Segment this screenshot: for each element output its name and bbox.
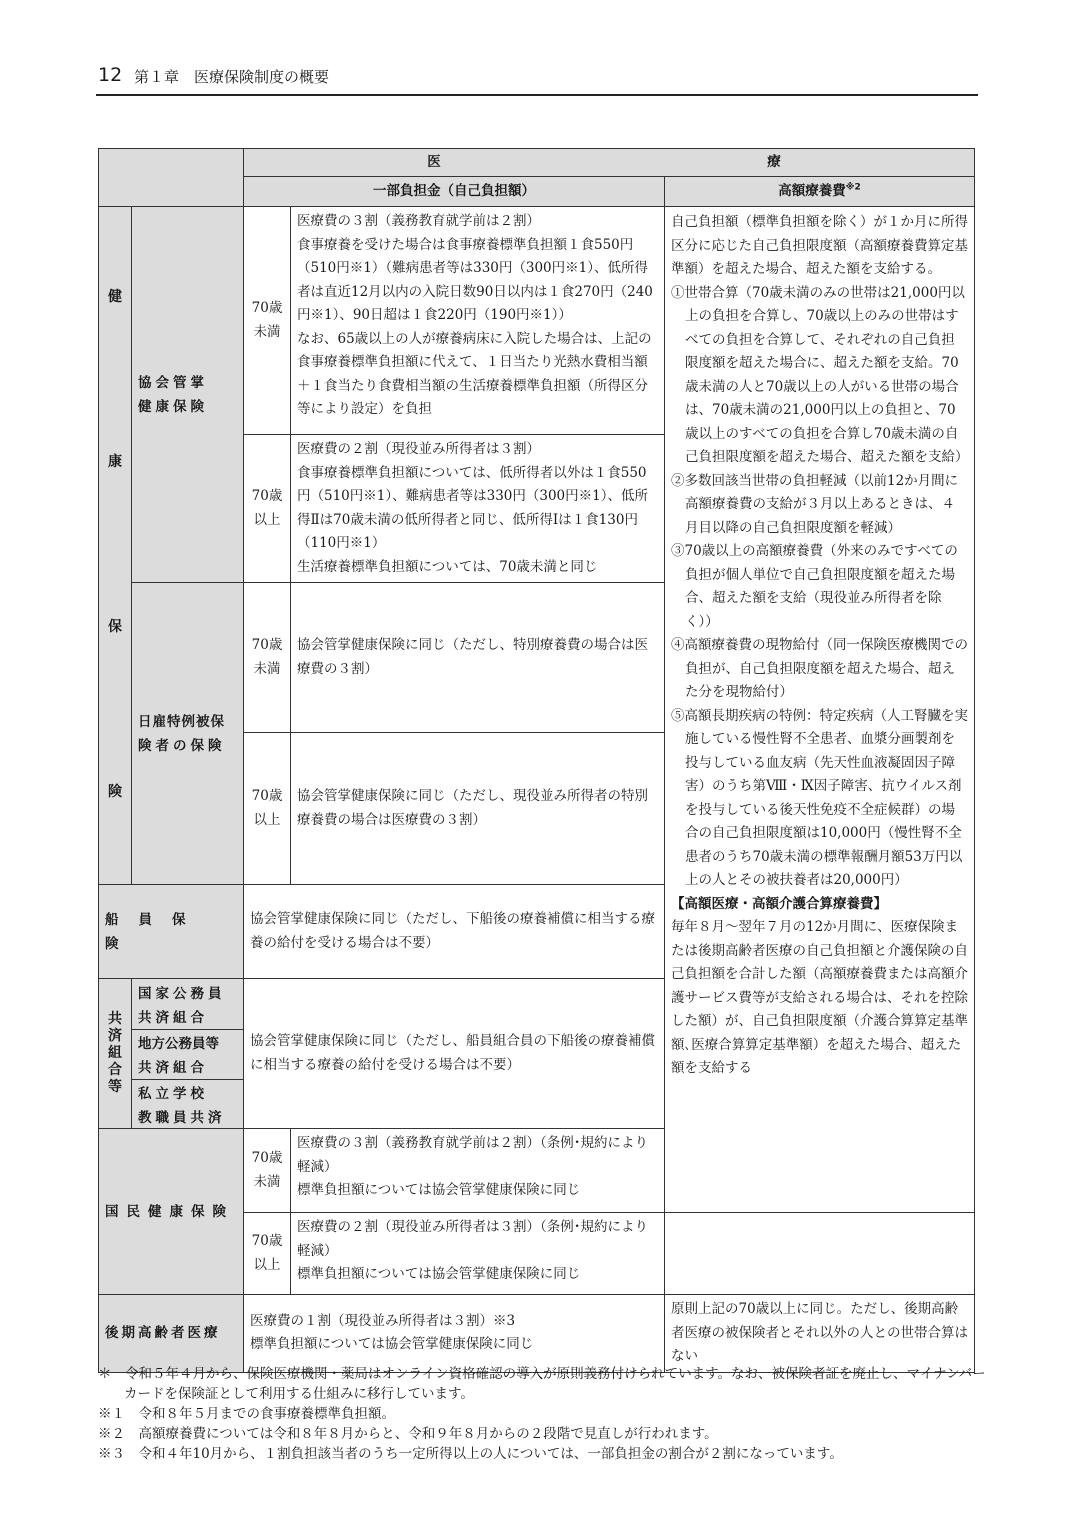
high-cost-main: 自己負担額（標準負担額を除く）が１か月に所得区分に応じた自己負担限度額（高額療養費算定基準額）を超えた場合、超えた額を支給する。 ①世帯合算（70歳未満のみの世帯は21,000円以上の負担を合算し、70歳以上のみの世帯はすべての負担を合算して、それぞれの自己負担限度額を超えた場合に、超えた額を支給。70歳未満の人と70歳以上の人がいる世帯の場合は、70歳未満の21,000円以上の負担と、70歳以上のすべての負担を合算し70歳未満の自己負担限度額を超えた場合、超えた額を支給） ②多数回該当世帯の負担軽減（以前12か月間に高額療養費の支給が３月以上あるときは、４月目以降の自己負担限度額を軽減） ③70歳以上の高額療養費（外来のみですべての負担が個人単位で自己負担限度額を超えた場合、超えた額を支給（現役並み所得者を除く）） ④高額療養費の現物給付（同一保険医療機関での負担が、自己負担限度額を超えた場合、超えた分を現物給付） ⑤高額長期疾病の特例：特定疾病（人工腎臓を実施している慢性腎不全患者、血漿分画製剤を投与している血友病（先天性血液凝固因子障害）のうち第Ⅷ・Ⅸ因子障害、抗ウイルス剤を投与している後天性免疫不全症候群）の場合の自己負担限度額は10,000円（慢性腎不全患者のうち70歳未満の標準報酬月額53万円以上の人とその被扶養者は20,000円） 【高額医療・高額介護合算療養費】 毎年８月～翌年７月の12か月間に、医療保険または後期高齢者医療の自己負担額と介護保険の自己負担額を合計した額（高額療養費または高額介護サービス費等が支給される場合は、それを控除した額）が、自己負担限度額（介護合算算定基準額､医療合算算定基準額）を超えた場合、超えた額を支給する: [665, 207, 975, 1213]
age-under70-kyokai: 70歳 未満: [244, 207, 291, 435]
page-header: [96, 58, 978, 96]
chapter-title: 第１章 医療保険制度の概要: [134, 68, 330, 86]
header-iryo: 医 療: [244, 149, 975, 177]
footnotes: [98, 1364, 988, 1464]
kyosai-text: 協会管掌健康保険に同じ（ただし、船員組合員の下船後の療養補償に相当する療養の給付を受ける場合は不要）: [244, 979, 665, 1129]
footnote-3: ※３ 令和４年10月から、１割負担該当者のうち一定所得以上の人については、一部負担金の割合が２割になっています。: [98, 1446, 843, 1462]
header-high-cost: 高額療養費$^{※2}$: [665, 177, 975, 207]
kokumin-over70-text: 医療費の２割（現役並み所得者は３割）（条例･規約により軽減） 標準負担額については協会管掌健康保険に同じ: [291, 1213, 665, 1295]
footnote-1: ※１ 令和８年５月までの食事療養標準負担額。: [98, 1406, 395, 1422]
hiyatoi-over70-text: 協会管掌健康保険に同じ（ただし、現役並み所得者の特別療養費の場合は医療費の３割）: [291, 733, 665, 885]
row-label-kokka: 国家公務員 共済組合: [132, 980, 243, 1030]
row-label-kyokai: 協会管掌 健康保険: [132, 207, 244, 583]
kyokai-over70-text: 医療費の２割（現役並み所得者は３割） 食事療養標準負担額については、低所得者以外は１食550円（510円※1）、難病患者等は330円（300円※1）、低所得Ⅱは70歳未満の低所得者と同じ、低所得Ⅰは１食130円（110円※1） 生活療養標準負担額については、70歳未満と同じ: [291, 435, 665, 583]
age-under70-hiyatoi: 70歳 未満: [244, 583, 291, 733]
age-over70-kyokai: 70歳 以上: [244, 435, 291, 583]
corner-cell: [99, 149, 244, 207]
footnote-2: ※２ 高額療養費については令和８年８月からと、令和９年８月からの２段階で見直しが行われます。: [98, 1426, 718, 1442]
page-number: 12: [98, 64, 123, 86]
row-label-koki: 後期高齢者医療: [99, 1295, 244, 1373]
age-over70-hiyatoi: 70歳 以上: [244, 733, 291, 885]
kyosai-labels: [132, 979, 244, 1129]
footnote-star: ＊ 令和５年４月から、保険医療機関・薬局はオンライン資格確認の導入が原則義務付けられています。なお、被保険者証を廃止し、マイナンバーカードを保険証として利用する仕組みに移行しています。: [98, 1366, 986, 1402]
row-label-chiho: 地方公務員等 共済組合: [132, 1030, 243, 1080]
high-cost-empty: [665, 1213, 975, 1295]
age-under70-kokumin: 70歳 未満: [244, 1129, 291, 1213]
group-kenko-hoken: 健 康 保 険: [99, 207, 132, 885]
senin-text: 協会管掌健康保険に同じ（ただし、下船後の療養補償に相当する療養の給付を受ける場合は不要）: [244, 885, 665, 979]
row-label-hiyatoi: 日雇特例被保 険者の保険: [132, 583, 244, 885]
row-label-shiritsu: 私立学校 教職員共済: [138, 1085, 226, 1126]
medical-insurance-table: [98, 148, 975, 1373]
kokumin-under70-text: 医療費の３割（義務教育就学前は２割）（条例･規約により軽減） 標準負担額については協会管掌健康保険に同じ: [291, 1129, 665, 1213]
kyokai-under70-text: 医療費の３割（義務教育就学前は２割） 食事療養を受けた場合は食事療養標準負担額１食550円（510円※1）（難病患者等は330円（300円※1）、低所得者は直近12月以内の入院日数90日以内は１食270円（240円※1）、90日超は１食220円（190円※1）） なお、65歳以上の人が療養病床に入院した場合は、上記の食事療養標準負担額に代えて、１日当たり光熱水費相当額＋１食当たり食費相当額の生活療養標準負担額（所得区分等により設定）を負担: [291, 207, 665, 435]
age-over70-kokumin: 70歳 以上: [244, 1213, 291, 1295]
koki-self-text: 医療費の１割（現役並み所得者は３割）※3 標準負担額については協会管掌健康保険に同じ: [244, 1295, 665, 1373]
hiyatoi-under70-text: 協会管掌健康保険に同じ（ただし、特別療養費の場合は医療費の３割）: [291, 583, 665, 733]
row-label-kokumin: 国民健康保険: [99, 1129, 244, 1295]
group-kyosai: 共 済 組 合 等: [99, 979, 132, 1129]
row-label-senin: 船員保険: [99, 885, 244, 979]
header-self-pay: 一部負担金（自己負担額）: [244, 177, 665, 207]
koki-high-cost-text: 原則上記の70歳以上に同じ。ただし、後期高齢者医療の被保険者とそれ以外の人との世帯合算はない: [665, 1295, 975, 1373]
